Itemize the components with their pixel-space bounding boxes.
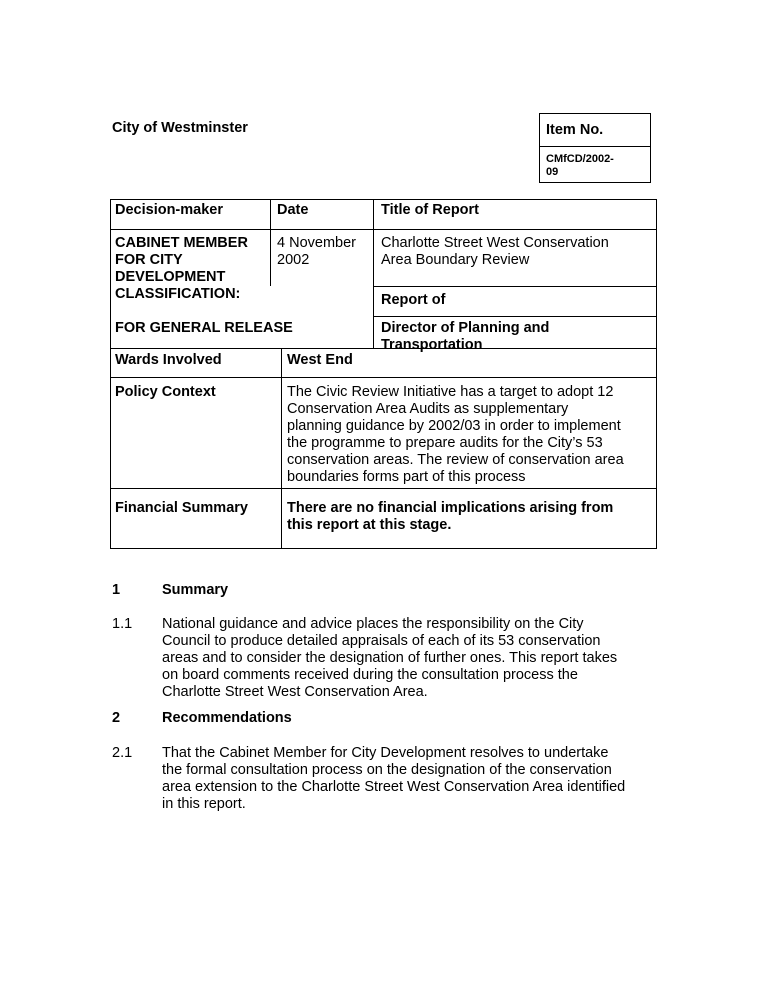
- section-1-heading: Summary: [162, 582, 229, 598]
- report-of-label: Report of: [381, 292, 446, 308]
- date-header: Date: [277, 202, 309, 218]
- decision-maker-header: Decision-maker: [115, 202, 223, 218]
- section-2-number: 2: [112, 710, 121, 726]
- section-2-1-text: That the Cabinet Member for City Development resolves to undertake the formal consultation process on the designation of the conservation area extension to the Charlotte Street West Conservation Area identified in this report.: [162, 745, 626, 812]
- item-reference: CMfCD/2002- 09: [546, 153, 614, 178]
- classification-label: CLASSIFICATION:: [115, 286, 241, 302]
- classification-value: FOR GENERAL RELEASE: [115, 320, 293, 336]
- council-name: City of Westminster: [112, 120, 248, 136]
- report-date: 4 November 2002: [277, 235, 356, 268]
- decision-maker-value: CABINET MEMBER FOR CITY DEVELOPMENT: [115, 235, 248, 285]
- section-2-1-number: 2.1: [112, 745, 133, 761]
- report-of-value: Director of Planning and Transportation: [381, 320, 550, 353]
- policy-context-value: The Civic Review Initiative has a target to adopt 12 Conservation Area Audits as supplementary planning guidance by 2002/03 in order to implement the programme to prepare audits for the City’s 53 conservation areas. The review of conservation area boundaries forms part of this process: [287, 384, 624, 485]
- section-1-1-text: National guidance and advice places the responsibility on the City Council to produce detailed appraisals of each of its 53 conservation areas and to consider the designation of further ones. This report takes on board comments received during the consultation process the Charlotte Street West Conservation Area.: [162, 616, 618, 700]
- section-1-number: 1: [112, 582, 121, 598]
- report-details-table: [110, 199, 657, 549]
- item-number-label: Item No.: [546, 122, 604, 138]
- policy-context-label: Policy Context: [115, 384, 216, 400]
- report-title: Charlotte Street West Conservation Area Boundary Review: [381, 235, 609, 268]
- financial-summary-label: Financial Summary: [115, 500, 248, 516]
- section-1-1-number: 1.1: [112, 616, 133, 632]
- item-number-box: [539, 113, 651, 183]
- section-2-heading: Recommendations: [162, 710, 292, 726]
- financial-summary-value: There are no financial implications arising from this report at this stage.: [287, 500, 614, 533]
- wards-value: West End: [287, 352, 353, 368]
- title-header: Title of Report: [381, 202, 480, 218]
- wards-label: Wards Involved: [115, 352, 222, 368]
